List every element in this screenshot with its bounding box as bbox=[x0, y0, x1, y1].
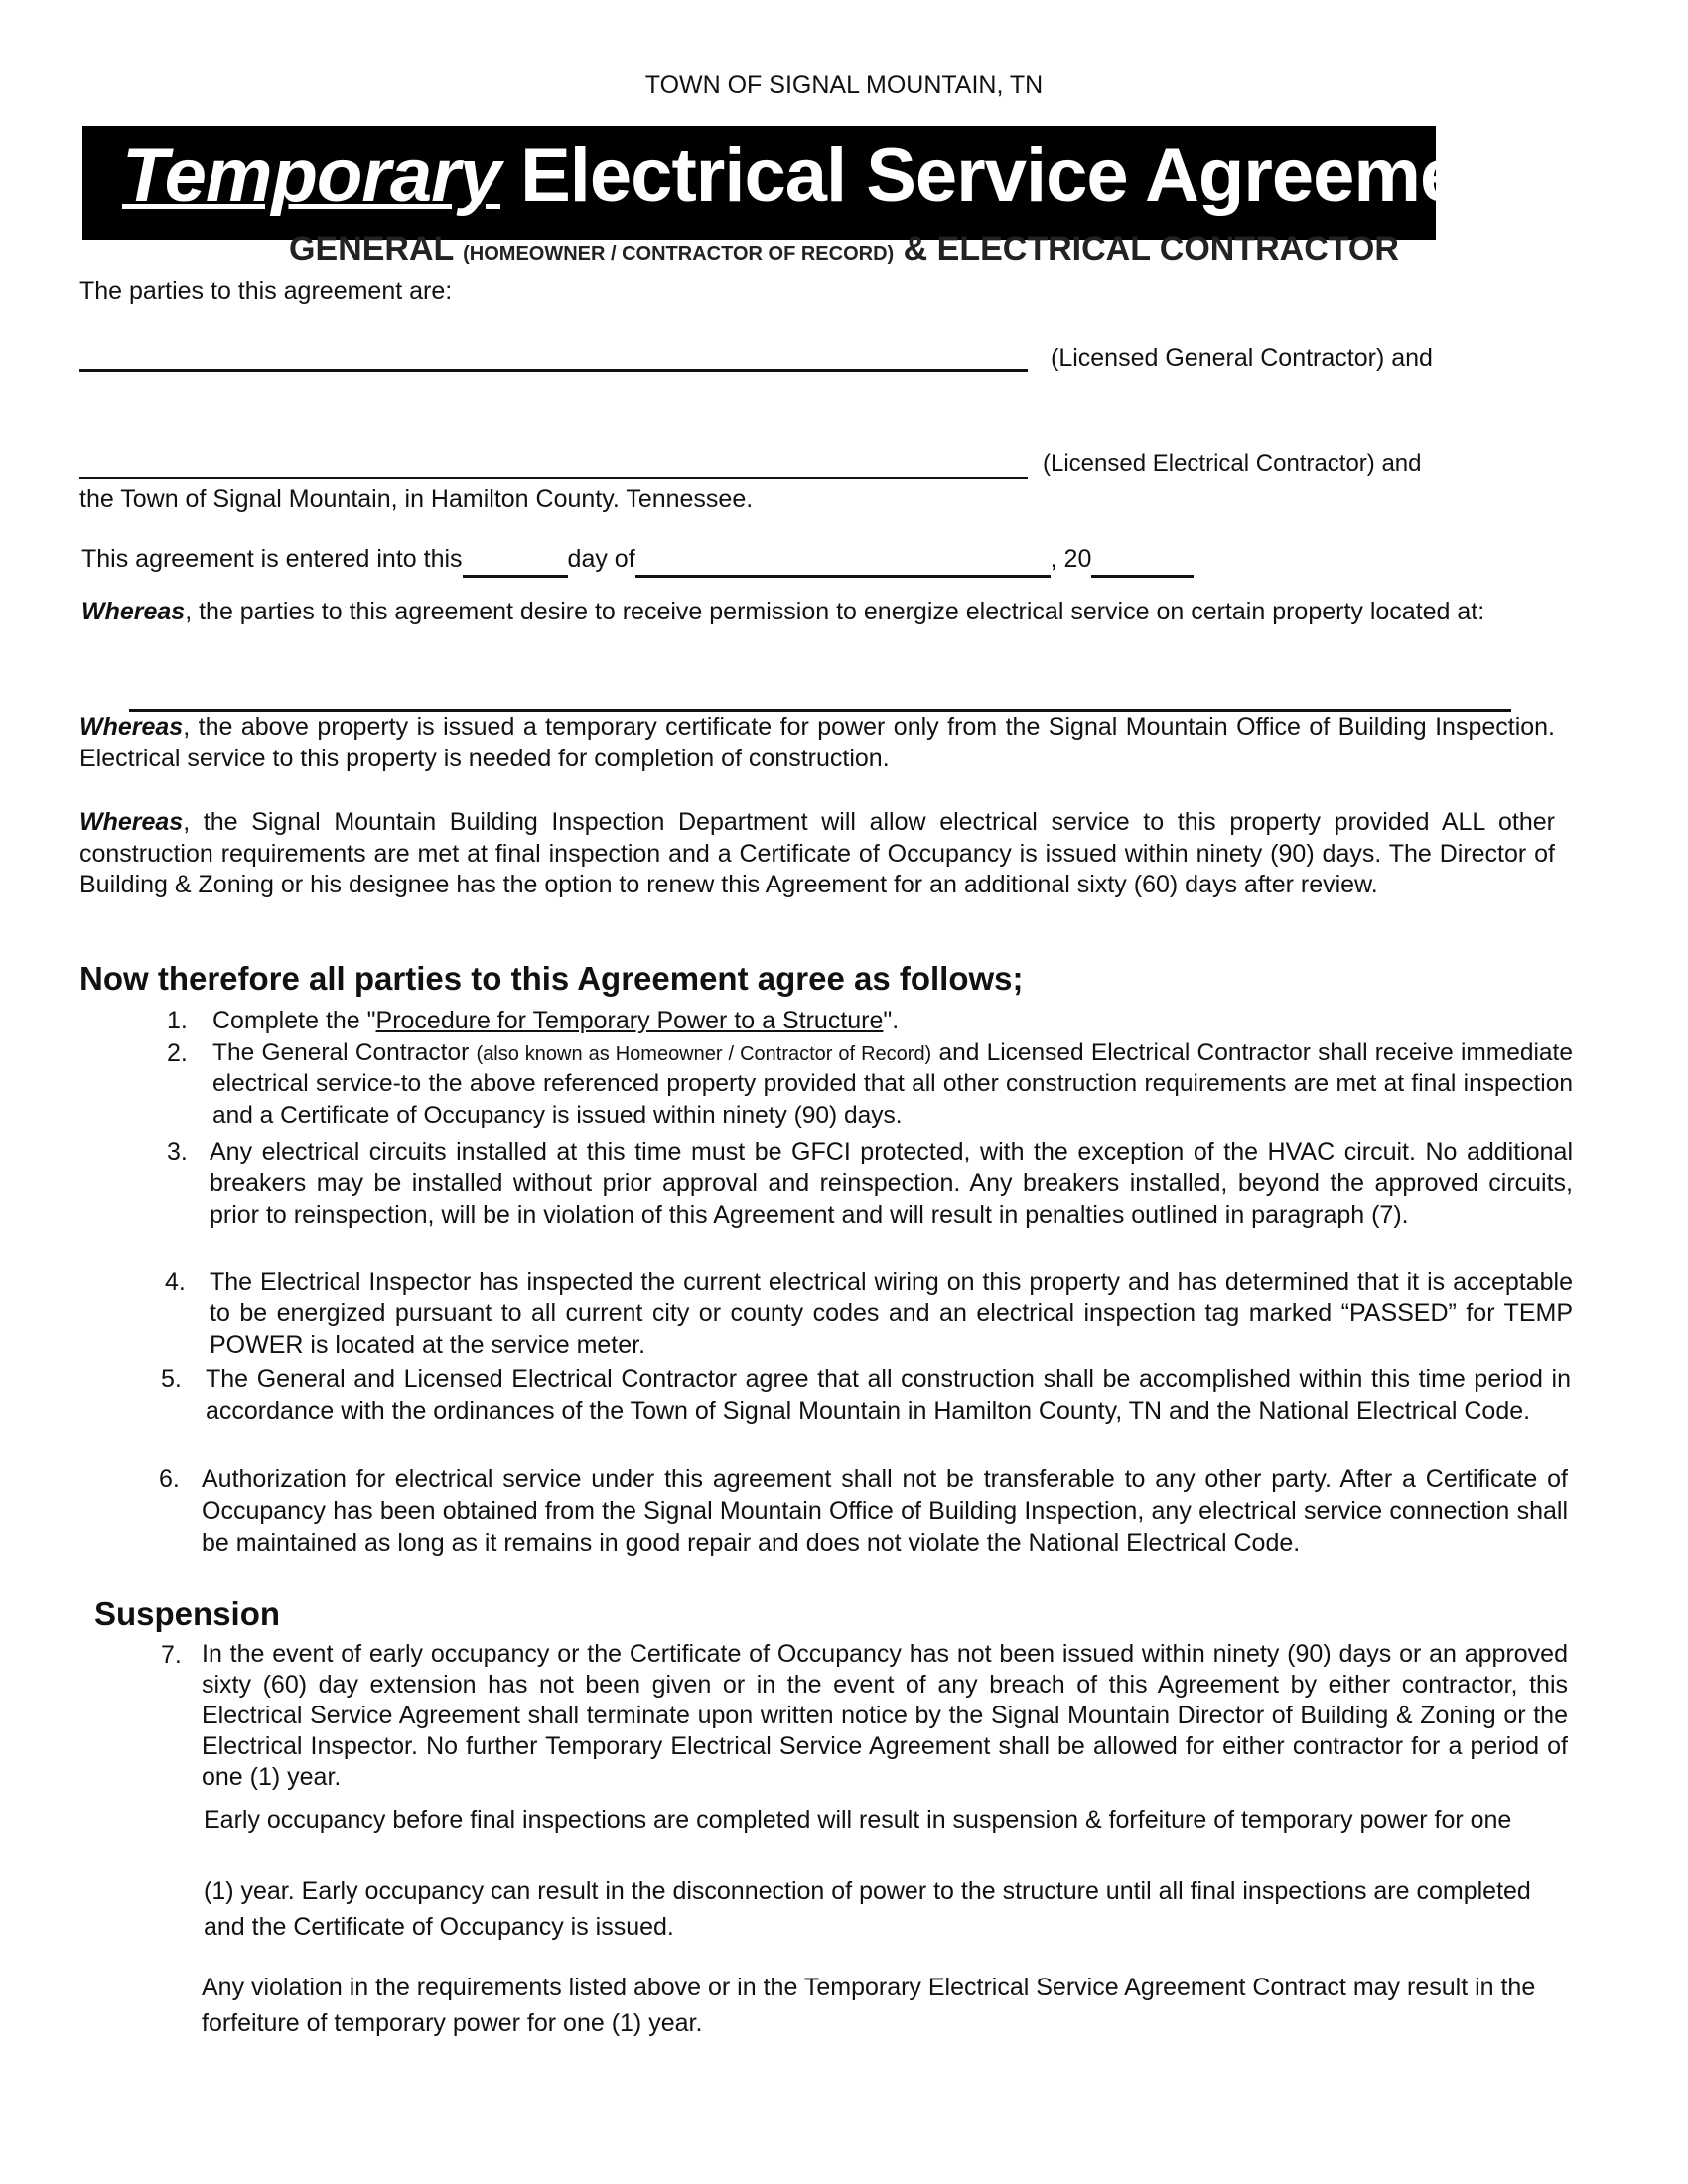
item-1-number: 1. bbox=[167, 1007, 188, 1034]
date-line bbox=[81, 543, 1194, 578]
whereas-label: Whereas bbox=[79, 713, 184, 741]
whereas-label: Whereas bbox=[79, 808, 184, 836]
item-6: Authorization for electrical service under this agreement shall not be transferable to any other party. After a Certificate of Occupancy has been obtained from the Signal Mountain Office of Building Inspection, any electrical service connection shall be maintained as long as it remains in good repair and does not violate the National Electrical Code. bbox=[202, 1465, 1568, 1557]
day-blank[interactable] bbox=[463, 543, 568, 578]
item-2-aside: (also known as Homeowner / Contractor of Record) bbox=[476, 1043, 932, 1065]
whereas-1-text: , the parties to this agreement desire to receive permission to energize electrical service on certain property located at: bbox=[185, 598, 1485, 625]
item-3-number: 3. bbox=[167, 1138, 188, 1165]
item-2-text-b: and Licensed Electrical Contractor shall receive immediate electrical service-to the above referenced property provided that all other construction requirements are met at final inspection and a Certificate of Occupancy is issued within ninety (90) days. bbox=[212, 1039, 1573, 1129]
item-7: In the event of early occupancy or the Certificate of Occupancy has not been issued within ninety (90) days or an approved sixty (60) day extension has not been given or in the event of any breach of this Agreement by either contractor, this Electrical Service Agreement shall terminate upon written notice by the Signal Mountain Director of Building & Zoning or the Electrical Inspector. No further Temporary Electrical Service Agreement shall be allowed for either contractor for a period of one (1) year. bbox=[202, 1640, 1568, 1791]
town-line: the Town of Signal Mountain, in Hamilton County. Tennessee. bbox=[79, 485, 754, 513]
electrical-contractor-blank[interactable] bbox=[79, 477, 1028, 479]
procedure-link[interactable]: Procedure for Temporary Power to a Structure bbox=[375, 1007, 884, 1034]
year-blank[interactable] bbox=[1091, 543, 1194, 578]
subtitle-tail: & ELECTRICAL CONTRACTOR bbox=[903, 230, 1399, 268]
item-6-number: 6. bbox=[159, 1465, 180, 1493]
early-occupancy-2: (1) year. Early occupancy can result in the disconnection of power to the structure until all final inspections are completed and the Certificate of Occupancy is issued. bbox=[204, 1877, 1531, 1941]
title-banner bbox=[82, 126, 1530, 240]
title-rest: Electrical Service Agreement bbox=[520, 133, 1530, 217]
whereas-2-text: , the above property is issued a temporary certificate for power only from the Signal Mountain Office of Building Inspection. Electrical service to this property is needed for completion of construction. bbox=[79, 713, 1555, 772]
item-1 bbox=[212, 1005, 899, 1036]
violation-notice: Any violation in the requirements listed above or in the Temporary Electrical Service Agreement Contract may result in the forfeiture of temporary power for one (1) year. bbox=[202, 1974, 1536, 2037]
item-1-text: Complete the " bbox=[212, 1007, 376, 1034]
item-2 bbox=[212, 1037, 1573, 1131]
item-1-tail: ". bbox=[883, 1007, 900, 1034]
subtitle-paren: (HOMEOWNER / CONTRACTOR OF RECORD) bbox=[463, 243, 895, 265]
electrical-contractor-label: (Licensed Electrical Contractor) and bbox=[1043, 450, 1422, 477]
date-line-text-1: This agreement is entered into this bbox=[81, 545, 463, 573]
date-line-text-3: , 20 bbox=[1050, 545, 1092, 573]
item-5-number: 5. bbox=[161, 1365, 182, 1393]
general-contractor-blank[interactable] bbox=[79, 369, 1028, 372]
whereas-1 bbox=[81, 596, 1591, 627]
item-4: The Electrical Inspector has inspected the current electrical wiring on this property and has determined that it is acceptable to be energized pursuant to all current city or county codes and an electrical inspection tag marked “PASSED” for TEMP POWER is located at the service meter. bbox=[210, 1268, 1573, 1359]
general-contractor-label: (Licensed General Contractor) and bbox=[1051, 344, 1433, 372]
title-italic: Temporary bbox=[122, 133, 500, 217]
item-2-text-a: The General Contractor bbox=[212, 1039, 477, 1066]
parties-intro: The parties to this agreement are: bbox=[79, 277, 453, 305]
subtitle-general: GENERAL bbox=[289, 230, 454, 268]
whereas-2 bbox=[79, 711, 1555, 774]
whereas-label: Whereas bbox=[81, 598, 186, 625]
whereas-3-text: , the Signal Mountain Building Inspection Department will allow electrical service to this property provided ALL other construction requirements are met at final inspection and a Certificate of Occupancy is issued within ninety (90) days. The Director of Building & Zoning or his designee has the option to renew this Agreement for an additional sixty (60) days after review. bbox=[79, 808, 1555, 898]
suspension-heading: Suspension bbox=[94, 1595, 281, 1632]
item-2-number: 2. bbox=[167, 1039, 188, 1067]
date-line-text-2: day of bbox=[567, 545, 635, 573]
whereas-3 bbox=[79, 807, 1555, 901]
item-3: Any electrical circuits installed at this time must be GFCI protected, with the exception of the HVAC circuit. No additional breakers may be installed without prior approval and reinspection. Any breakers installed, beyond the approved circuits, prior to reinspection, will be in violation of this Agreement and will result in penalties outlined in paragraph (7). bbox=[210, 1138, 1573, 1229]
item-4-number: 4. bbox=[165, 1268, 186, 1296]
item-7-number: 7. bbox=[161, 1641, 182, 1669]
agreement-heading: Now therefore all parties to this Agreement agree as follows; bbox=[79, 960, 1024, 997]
month-blank[interactable] bbox=[635, 543, 1051, 578]
early-occupancy-1: Early occupancy before final inspections are completed will result in suspension & forfeiture of temporary power for one bbox=[204, 1806, 1512, 1834]
document-title bbox=[122, 126, 1530, 225]
item-5: The General and Licensed Electrical Contractor agree that all construction shall be accomplished within this time period in accordance with the ordinances of the Town of Signal Mountain in Hamilton County, TN and the National Electrical Code. bbox=[206, 1365, 1571, 1425]
document-subtitle bbox=[0, 228, 1688, 272]
town-header: TOWN OF SIGNAL MOUNTAIN, TN bbox=[644, 71, 1044, 99]
